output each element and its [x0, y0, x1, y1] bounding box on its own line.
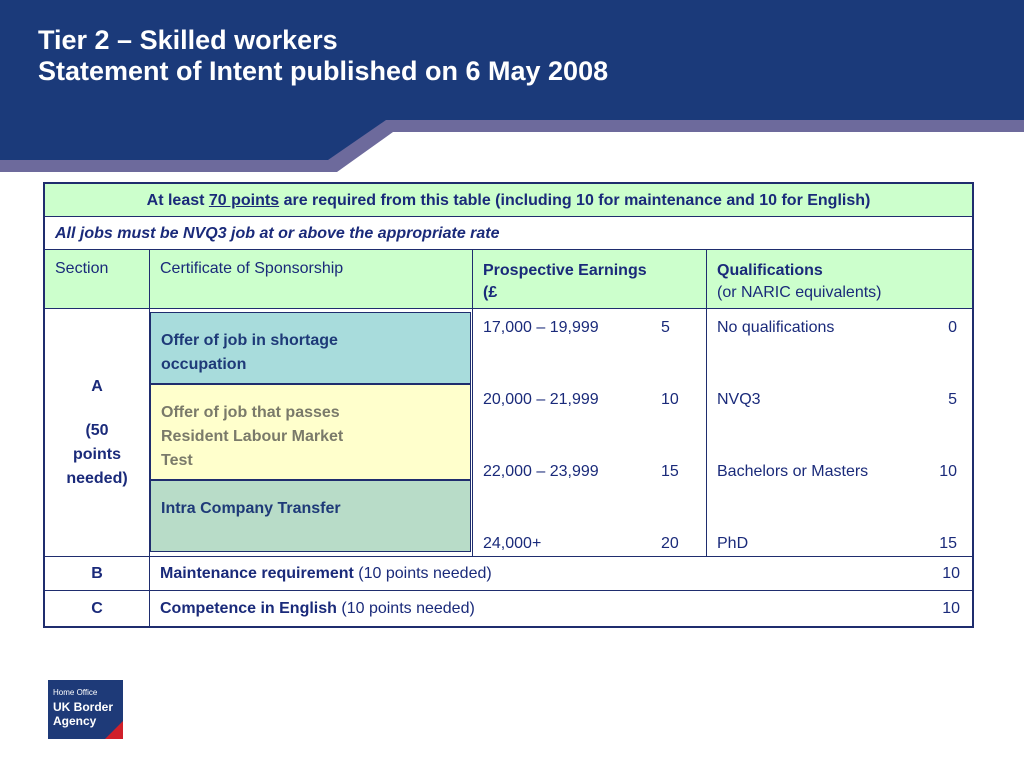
- section-c-points: 10: [942, 600, 960, 617]
- section-c-detail: (10 points needed): [336, 600, 475, 617]
- section-a-cell: [45, 309, 150, 557]
- section-b-label: B: [91, 565, 103, 582]
- logo-uk-border-text: UK Border: [53, 700, 114, 714]
- intro-row: [45, 184, 972, 217]
- earnings-range-2: 20,000 – 21,999: [483, 391, 599, 408]
- earnings-range-4: 24,000+: [483, 535, 542, 552]
- section-c-label-cell: [45, 591, 150, 626]
- earnings-points-1: 5: [661, 319, 670, 336]
- cos-option-rlmt-line2: Resident Labour Market: [161, 428, 344, 445]
- points-table: [43, 182, 974, 628]
- nvq-note-text: All jobs must be NVQ3 job at or above the appropriate rate: [55, 225, 500, 242]
- qualification-points-3: 10: [939, 463, 957, 480]
- intro-suffix: are required from this table (including 10 for maintenance and 10 for English): [279, 192, 871, 209]
- qualifications-column-cell: [707, 309, 972, 557]
- section-b-content-cell: [150, 557, 972, 591]
- cos-option-rlmt-line3: Test: [161, 452, 193, 469]
- nvq-note-row: [45, 217, 972, 250]
- header-section-label: Section: [55, 260, 109, 277]
- qualification-points-2: 5: [948, 391, 957, 408]
- header-earnings-line1: Prospective Earnings: [483, 262, 647, 279]
- qualification-name-2: NVQ3: [717, 391, 761, 408]
- header-section: [45, 250, 150, 309]
- header-cos: [150, 250, 473, 309]
- header-earnings-line2: (£: [483, 284, 498, 301]
- earnings-column-cell: [473, 309, 707, 557]
- cos-option-shortage-line2: occupation: [161, 356, 247, 373]
- header-qual-line2: (or NARIC equivalents): [717, 284, 882, 301]
- logo-agency-text: Agency: [53, 714, 97, 728]
- qualification-name-4: PhD: [717, 535, 749, 552]
- qualification-points-1: 0: [948, 319, 957, 336]
- cos-option-ict-line1: Intra Company Transfer: [161, 500, 341, 517]
- section-a-needed-1: (50: [85, 422, 109, 439]
- section-b-points: 10: [942, 565, 960, 582]
- earnings-points-4: 20: [661, 535, 679, 552]
- header-cos-label: Certificate of Sponsorship: [160, 260, 344, 277]
- header-qualifications: [707, 250, 972, 309]
- earnings-range-3: 22,000 – 23,999: [483, 463, 599, 480]
- intro-prefix: At least: [146, 192, 209, 209]
- cos-option-shortage: [150, 312, 471, 384]
- section-b-label-cell: [45, 557, 150, 591]
- section-a-needed-2: points: [73, 446, 121, 463]
- header-qual-line1: Qualifications: [717, 262, 823, 279]
- earnings-range-1: 17,000 – 19,999: [483, 319, 599, 336]
- qualification-name-3: Bachelors or Masters: [717, 463, 869, 480]
- earnings-points-2: 10: [661, 391, 679, 408]
- cos-option-shortage-line1: Offer of job in shortage: [161, 332, 338, 349]
- qualification-points-4: 15: [939, 535, 957, 552]
- uk-border-agency-logo: [48, 680, 123, 739]
- section-c-content-cell: [150, 591, 972, 626]
- section-a-needed-3: needed): [66, 470, 128, 487]
- logo-red-corner: [105, 721, 123, 739]
- title-line-2: Statement of Intent published on 6 May 2008: [38, 56, 609, 86]
- cos-option-rlmt: [150, 384, 471, 480]
- logo-home-office-text: Home Office: [53, 688, 98, 697]
- section-c-title: Competence in English: [160, 600, 337, 617]
- header-earnings: [473, 250, 707, 309]
- intro-points: 70 points: [208, 192, 280, 209]
- slide-title: [38, 25, 608, 87]
- cos-option-rlmt-line1: Offer of job that passes: [161, 404, 340, 421]
- section-a-label: A: [91, 378, 103, 395]
- title-line-1: Tier 2 – Skilled workers: [38, 25, 338, 55]
- section-b-detail: (10 points needed): [353, 565, 492, 582]
- section-b-title: Maintenance requirement: [160, 565, 354, 582]
- cos-option-ict: [150, 480, 471, 552]
- earnings-points-3: 15: [661, 463, 679, 480]
- qualification-name-1: No qualifications: [717, 319, 835, 336]
- section-c-label: C: [91, 600, 103, 617]
